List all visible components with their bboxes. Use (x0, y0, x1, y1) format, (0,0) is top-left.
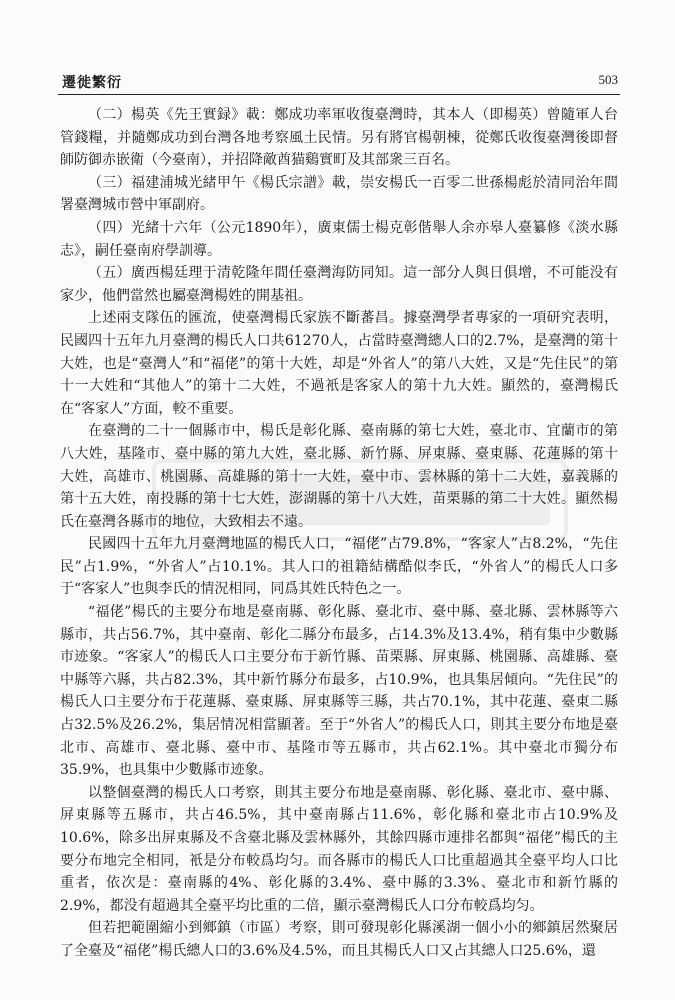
header-rule (58, 94, 620, 95)
running-header (58, 70, 618, 92)
paragraph: （三）福建浦城光緒甲午《楊氏宗譜》載，崇安楊氏一百零二世孫楊彪於清同治年間署臺灣城市營中軍副府。 (60, 174, 618, 214)
paragraph: （五）廣西楊廷理于清乾隆年間任臺灣海防同知。這一部分人與日俱增，不可能没有家少，他們當然也屬臺灣楊姓的開基祖。 (60, 265, 618, 304)
body-text (60, 104, 618, 963)
paragraph: 民國四十五年九月臺灣地區的楊氏人口，“福佬”占79.8%，“客家人”占8.2%，“先住民”占1.9%，“外省人”占10.1%。其人口的祖籍結構酷似李氏，“外省人”的楊氏人口多于“客家人”也與李氏的情況相同，同爲其姓氏特色之一。 (60, 536, 618, 598)
paragraph: 在臺灣的二十一個縣市中，楊氏是彰化縣、臺南縣的第七大姓，臺北市、宜蘭市的第八大姓，基隆市、臺中縣的第九大姓，臺北縣、新竹縣、屏東縣、臺東縣、花蓮縣的第十大姓，高雄市、桃園縣、高雄縣的第十一大姓，臺中市、雲林縣的第十二大姓，嘉義縣的第十五大姓，南投縣的第十七大姓，澎湖縣的第十八大姓，苗栗縣的第二十大姓。顯然楊氏在臺灣各縣市的地位，大致相去不遠。 (60, 423, 618, 530)
paragraph: （四）光緒十六年（公元1890年），廣東儒士楊克彰偕舉人余亦皋人臺纂修《淡水縣志》，嗣任臺南府學訓導。 (60, 219, 618, 259)
paragraph: 上述兩支隊伍的匯流，使臺灣楊氏家族不斷蕃昌。據臺灣學者專家的一項研究表明，民國四十五年九月臺灣的楊氏人口共61270人，占當時臺灣總人口的2.7%，是臺灣的第十大姓，也是“臺灣人”和“福佬”的第十大姓，却是“外省人”的第八大姓，又是“先住民”的第十一大姓和“其他人”的第十二大姓，不過衹是客家人的第十九大姓。顯然的，臺灣楊氏在“客家人”方面，較不重要。 (60, 310, 618, 417)
page-number: 503 (598, 72, 618, 87)
paragraph: “福佬”楊氏的主要分布地是臺南縣、彰化縣、臺北市、臺中縣、臺北縣、雲林縣等六縣市，共占56.7%，其中臺南、彰化二縣分布最多，占14.3%及13.4%，稍有集中少數縣市迹象。“客家人”的楊氏人口主要分布于新竹縣、苗栗縣、屏東縣、桃園縣、高雄縣、臺中縣等六縣，共占82.3%，其中新竹縣分布最多，占10.9%，也具集居傾向。“先住民”的楊氏人口主要分布于花蓮縣、臺東縣、屏東縣等三縣，共占70.1%，其中花蓮、臺東二縣占32.5%及26.2%，集居情况相當顯著。至于“外省人”的楊氏人口，則其主要分布地是臺北市、高雄市、臺北縣、臺中市、基隆市等五縣市，共占62.1%。其中臺北市獨分布35.9%，也具集中少數縣市迹象。 (60, 604, 618, 779)
paragraph: （二）楊英《先王實録》載：鄭成功率軍收復臺灣時，其本人（即楊英）曾隨軍人台管錢糧，并隨鄭成功到台灣各地考察風土民情。另有將官楊朝棟，從鄭氏收復臺灣後即督師防御赤嵌衛（今臺南），并招降敵酋猫鷄實町及其部衆三百名。 (60, 107, 618, 169)
running-title: 遷徙繁衍 (62, 75, 122, 91)
paragraph: 但若把範圍縮小到鄉鎮（市區）考察，則可發現彰化縣溪湖一個小小的鄉鎮居然聚居了全臺及“福佬”楊氏總人口的3.6%及4.5%，而且其楊氏人口又占其總人口25.6%，還 (60, 920, 618, 959)
paragraph: 以整個臺灣的楊氏人口考察，則其主要分布地是臺南縣、彰化縣、臺北市、臺中縣、屏東縣等五縣市，共占46.5%，其中臺南縣占11.6%，彰化縣和臺北市占10.9%及10.6%，除多出屏東縣及不含臺北縣及雲林縣外，其餘四縣市連排名都與“福佬”楊氏的主要分布地完全相同，衹是分布較爲均匀。而各縣市的楊氏人口比重超過其全臺平均人口比重者，依次是：臺南縣的4%、彰化縣的3.4%、臺中縣的3.3%、臺北市和新竹縣的2.9%，都没有超過其全臺平均比重的二倍，顯示臺灣楊氏人口分布較爲均匀。 (60, 784, 618, 914)
